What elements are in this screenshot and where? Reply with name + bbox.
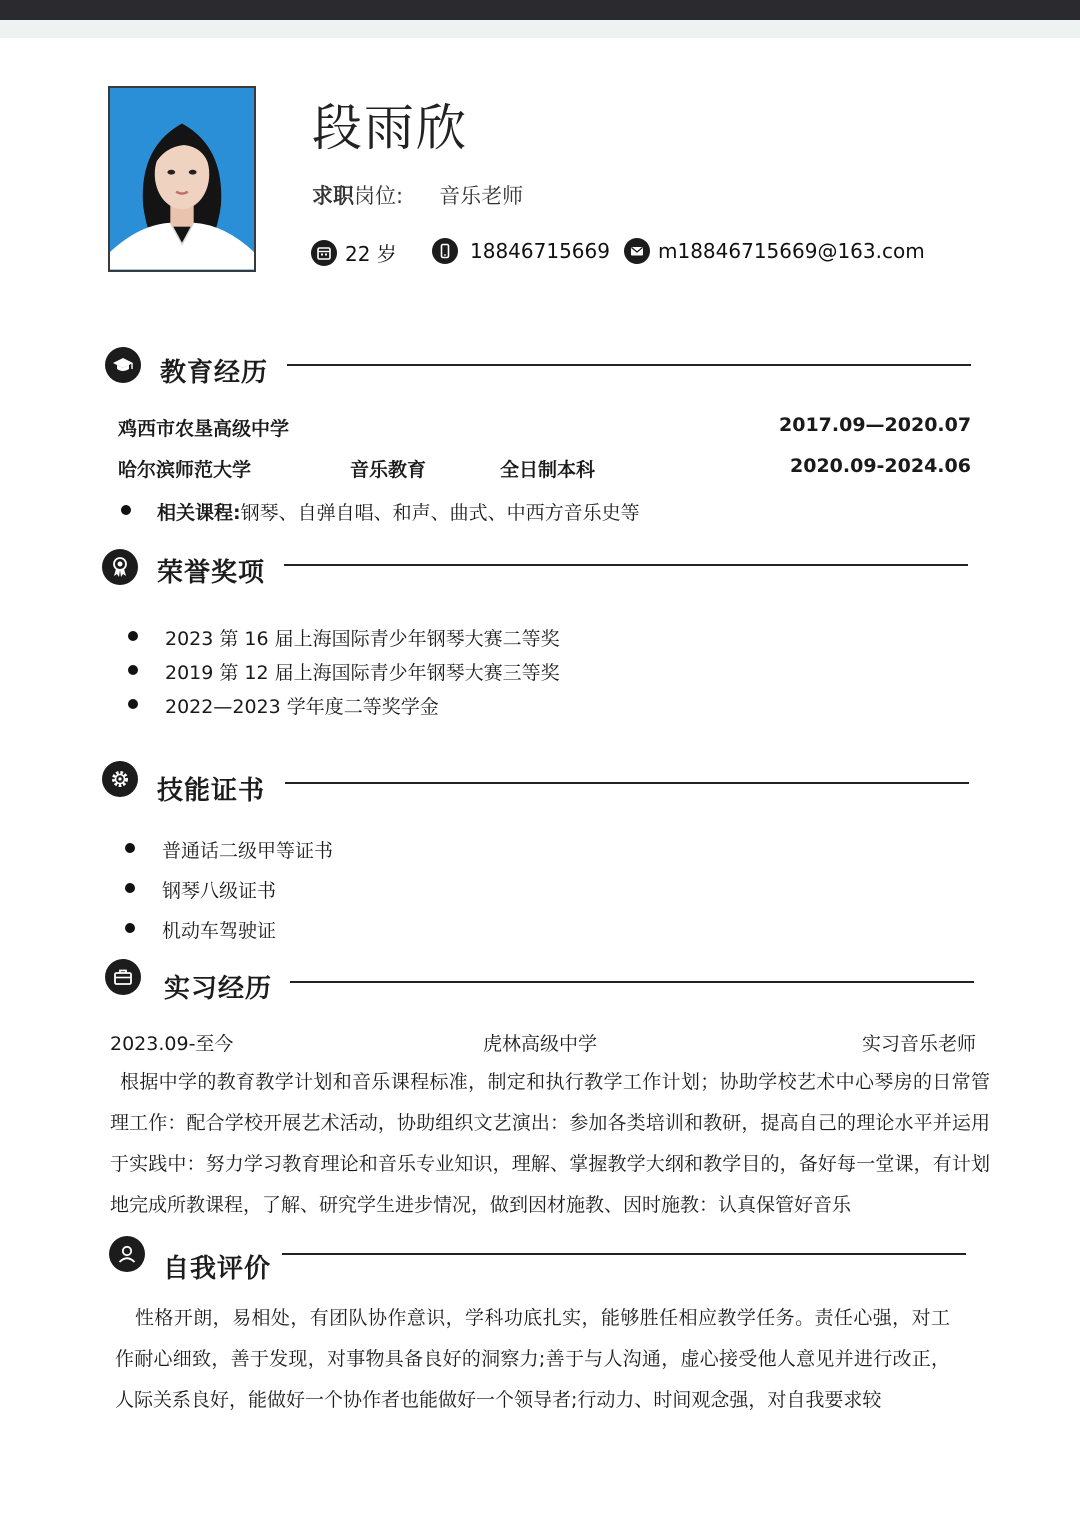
- school1-name: 鸡西市农垦高级中学: [118, 418, 290, 440]
- school2-name: 哈尔滨师范大学: [118, 459, 252, 481]
- candidate-name: 段雨欣: [312, 99, 468, 157]
- graduation-cap-icon: [105, 347, 141, 383]
- school2-date: 2020.09-2024.06: [790, 455, 971, 477]
- school2-major: 音乐教育: [350, 459, 427, 481]
- internship-date: 2023.09-至今: [110, 1033, 234, 1055]
- bullet: [125, 883, 135, 893]
- self-eval-box: [115, 1298, 950, 1422]
- school1-date: 2017.09—2020.07: [779, 414, 972, 436]
- internship-description-box: [110, 1062, 990, 1222]
- mail-icon: [624, 238, 650, 264]
- courses-line: [157, 498, 640, 525]
- honors-divider: [284, 564, 968, 566]
- email-info: [624, 238, 925, 264]
- award-icon: [102, 549, 138, 585]
- job-objective: [312, 180, 523, 210]
- honor-item: 2022—2023 学年度二等奖学金: [165, 696, 439, 718]
- courses-text: 钢琴、自弹自唱、和声、曲式、中西方音乐史等: [240, 502, 640, 524]
- age-info: [311, 238, 397, 267]
- person-icon: [109, 1236, 145, 1272]
- self-eval-divider: [282, 1253, 966, 1255]
- age-text: 22 岁: [345, 242, 397, 266]
- top-bar: [0, 0, 1080, 20]
- internship-description: 根据中学的教育教学计划和音乐课程标准，制定和执行教学工作计划；协助学校艺术中心琴房的日常管理工作：配合学校开展艺术活动，协助组织文艺演出：参加各类培训和教研，提高自己的理论水平并运用于实践中：努力学习教育理论和音乐专业知识，理解、掌握教学大纲和教学目的，备好每一堂课，有计划地完成所教课程，了解、研究学生进步情况，做到因材施教、因时施教：认真保管好音乐: [110, 1071, 990, 1216]
- bullet: [128, 665, 138, 675]
- internship-role: 实习音乐老师: [862, 1033, 977, 1055]
- profile-photo: [108, 86, 256, 272]
- calendar-icon: [311, 240, 337, 266]
- bullet: [128, 699, 138, 709]
- skills-title: 技能证书: [157, 776, 266, 806]
- phone-info: [432, 238, 610, 264]
- job-label-rest: 岗位:: [354, 184, 404, 208]
- self-eval-title: 自我评价: [163, 1254, 272, 1284]
- email-text: m18846715669@163.com: [658, 239, 925, 263]
- gear-icon: [102, 761, 138, 797]
- bullet: [121, 505, 131, 515]
- courses-label: 相关课程:: [157, 502, 241, 524]
- bullet: [125, 843, 135, 853]
- education-title: 教育经历: [160, 358, 269, 388]
- job-value: 音乐老师: [439, 184, 524, 208]
- skill-item-cutoff: [110, 912, 410, 942]
- top-band: [0, 20, 1080, 38]
- job-label-bold: 求职: [312, 184, 354, 208]
- skills-divider: [285, 782, 969, 784]
- phone-text: 18846715669: [470, 239, 610, 263]
- self-eval-text: 性格开朗，易相处，有团队协作意识，学科功底扎实，能够胜任相应教学任务。责任心强，对工作耐心细致，善于发现，对事物具备良好的洞察力;善于与人沟通，虚心接受他人意见并进行改正，人际关系良好，能做好一个协作者也能做好一个领导者;行动力、时间观念强，对自我要求较: [115, 1307, 950, 1411]
- honor-item: 2023 第 16 届上海国际青少年钢琴大赛二等奖: [165, 628, 560, 650]
- bullet: [128, 631, 138, 641]
- phone-icon: [432, 238, 458, 264]
- skill-item: 普通话二级甲等证书: [162, 840, 334, 862]
- honors-title: 荣誉奖项: [157, 558, 266, 588]
- bullet: [125, 923, 135, 933]
- internship-divider: [290, 981, 974, 983]
- skill-item: 机动车驾驶证: [162, 920, 277, 942]
- honor-item: 2019 第 12 届上海国际青少年钢琴大赛三等奖: [165, 662, 560, 684]
- internship-company: 虎林高级中学: [483, 1033, 598, 1055]
- education-divider: [287, 364, 971, 366]
- internship-title: 实习经历: [164, 974, 273, 1004]
- briefcase-icon: [105, 959, 141, 995]
- school2-degree: 全日制本科: [500, 459, 596, 481]
- skill-item: 钢琴八级证书: [162, 880, 277, 902]
